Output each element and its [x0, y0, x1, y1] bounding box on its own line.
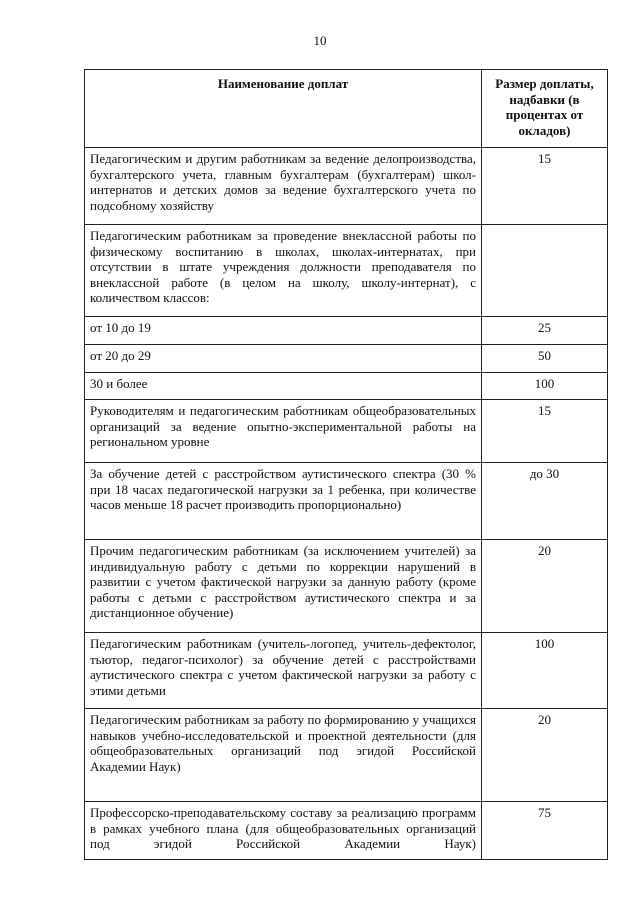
allowance-value: 75 — [482, 802, 608, 860]
allowances-table — [84, 69, 608, 860]
table-row — [85, 540, 608, 633]
allowance-name: Педагогическим и другим работникам за ведение делопроизводства, бухгалтерского учета, главным бухгалтерам (бухгалтерам) школ-интернатов и детских домов за ведение бухгалтерского учета по подсобному хозяйству — [85, 148, 482, 225]
table-row — [85, 709, 608, 802]
allowance-value: 20 — [482, 709, 608, 802]
allowance-name: Педагогическим работникам за проведение внеклассной работы по физическому воспитанию в школах, школах-интернатах, при отсутствии в штате учреждения должности преподавателя по внеклассной работе (в целом на школу, школу-интернат), с количеством классов: — [85, 225, 482, 317]
table-row — [85, 802, 608, 860]
allowance-name: За обучение детей с расстройством аутистического спектра (30 % при 18 часах педагогической нагрузки за 1 ребенка, при количестве часов меньше 18 расчет производить пропорционально) — [85, 463, 482, 540]
table-row — [85, 345, 608, 373]
allowance-name: от 20 до 29 — [85, 345, 482, 373]
table-header-row — [85, 70, 608, 148]
allowance-value: 50 — [482, 345, 608, 373]
table-row — [85, 463, 608, 540]
allowance-value: 15 — [482, 148, 608, 225]
table-row — [85, 400, 608, 463]
table-row — [85, 225, 608, 317]
table-row — [85, 373, 608, 400]
allowance-name: Прочим педагогическим работникам (за исключением учителей) за индивидуальную работу с детьми по коррекции нарушений в развитии с учетом фактической нагрузки за данную работу (кроме работы с детьми с расстройством аутистического спектра и за дистанционное обучение) — [85, 540, 482, 633]
allowance-name: Профессорско-преподавательскому составу за реализацию программ в рамках учебного плана (для общеобразовательных организаций под эгидой Российской Академии Наук) — [85, 802, 482, 860]
allowance-value: 100 — [482, 373, 608, 400]
allowance-name: Руководителям и педагогическим работникам общеобразовательных организаций за ведение опытно-экспериментальной работы на региональном уровне — [85, 400, 482, 463]
allowance-value: 20 — [482, 540, 608, 633]
header-allowance-size: Размер доплаты, надбавки (в процентах от окладов) — [482, 70, 608, 148]
header-allowance-name: Наименование доплат — [85, 70, 482, 148]
table-row — [85, 317, 608, 345]
table-row — [85, 148, 608, 225]
allowance-name: Педагогическим работникам (учитель-логопед, учитель-дефектолог, тьютор, педагог-психолог) за обучение детей с расстройствами аутистического спектра с учетом фактической нагрузки за работу с этими детьми — [85, 633, 482, 709]
allowance-name: 30 и более — [85, 373, 482, 400]
allowance-value: до 30 — [482, 463, 608, 540]
allowance-value — [482, 225, 608, 317]
table-row — [85, 633, 608, 709]
allowance-value: 25 — [482, 317, 608, 345]
allowance-value: 100 — [482, 633, 608, 709]
allowance-name: от 10 до 19 — [85, 317, 482, 345]
page-number: 10 — [313, 33, 327, 48]
allowance-name: Педагогическим работникам за работу по формированию у учащихся навыков учебно-исследовательской и проектной деятельности (для общеобразовательных организаций под эгидой Российской Академии Наук) — [85, 709, 482, 802]
allowance-value: 15 — [482, 400, 608, 463]
